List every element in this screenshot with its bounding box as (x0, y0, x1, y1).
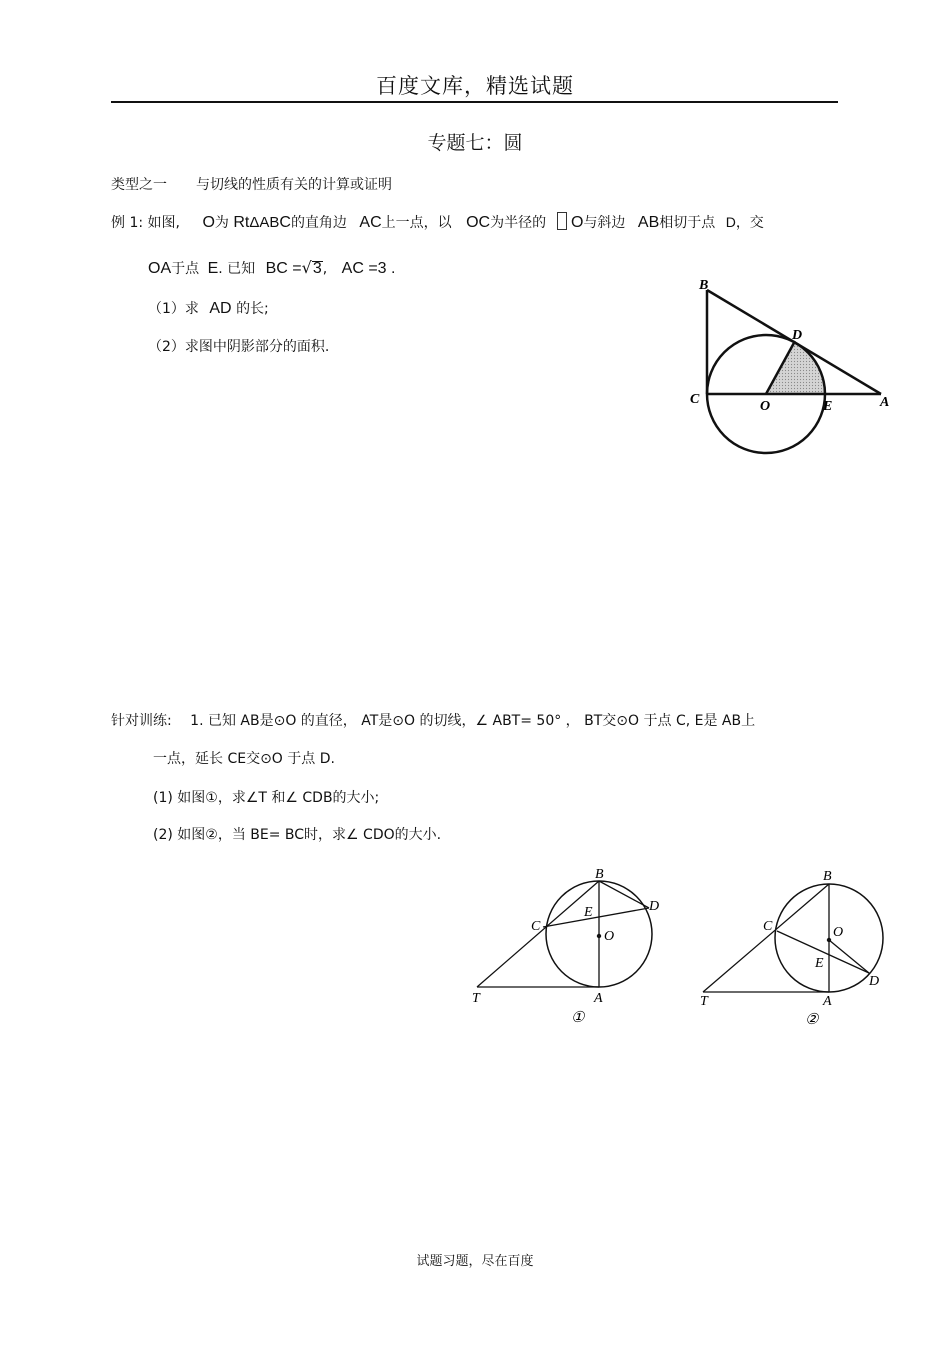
text-p5: 与斜边 (583, 215, 626, 231)
math-ac-eq: AC =3 . (341, 260, 396, 277)
figure-3 (695, 860, 905, 1030)
practice-line-2: 一点，延长 CE交⊙O 于点 D. (153, 751, 335, 767)
example-line-1 (111, 212, 764, 232)
math-triangle: ΔAB (249, 214, 280, 231)
label-o: O (604, 929, 615, 944)
text-p8: 于点 (171, 261, 200, 277)
math-e: E (207, 260, 219, 277)
text-p1: 的直角边 (290, 215, 347, 231)
label-e: E (584, 905, 593, 920)
math-bc: BC = (265, 260, 302, 277)
label-b: B (595, 867, 604, 882)
footer-text: 试题习题，尽在百度 (416, 1254, 534, 1269)
label-e: E (815, 956, 824, 971)
header-rule (111, 101, 838, 103)
caption-1: ① (571, 1010, 585, 1026)
question-2: （2）求图中阴影部分的面积. (148, 339, 330, 355)
math-oc: OC (466, 214, 491, 231)
label-a: A (594, 991, 603, 1006)
section-label: 类型之一 (111, 177, 167, 193)
secant-tb (477, 881, 599, 987)
label-c: C (690, 392, 700, 407)
caption-2: ② (805, 1012, 819, 1028)
label-d: D (792, 328, 803, 343)
text-p3: 为半径的 (490, 215, 547, 231)
math-o: O (202, 214, 215, 231)
radius-od (829, 940, 869, 973)
label-b: B (823, 869, 832, 884)
practice-question-1: (1) 如图①，求∠T 和∠ CDB的大小; (153, 790, 380, 806)
label-t: T (700, 994, 708, 1009)
label-d: D (649, 899, 660, 914)
header-title: 百度文库，精选试题 (376, 74, 574, 98)
math-ad: AD (209, 300, 232, 317)
label-o: O (833, 925, 844, 940)
label-e: E (823, 399, 833, 414)
label-b: B (699, 278, 709, 293)
example-prefix: 例 1: 如图, (111, 215, 180, 231)
secant-tb (703, 884, 829, 992)
text-p2: 上一点，以 (381, 215, 452, 231)
label-c: C (763, 919, 773, 934)
text-p6: 相切于点 (659, 215, 716, 231)
math-o2: O (570, 214, 584, 231)
math-sqrt3: 3 (312, 260, 322, 277)
center-dot (827, 938, 831, 942)
text-comma: , (322, 261, 328, 277)
label-a: A (823, 994, 832, 1009)
math-rt: Rt (233, 214, 250, 231)
text-p9: . 已知 (218, 261, 256, 277)
shaded-sector (766, 341, 825, 394)
math-d: D (725, 214, 736, 230)
math-ab: AB (637, 214, 660, 231)
label-a: A (880, 395, 890, 410)
label-c: C (531, 919, 541, 934)
section-title: 与切线的性质有关的计算或证明 (196, 177, 392, 193)
chord-cd (543, 908, 649, 927)
text-p7: ，交 (735, 215, 764, 231)
topic-title: 专题七：圆 (427, 132, 523, 154)
figure-2 (465, 860, 675, 1030)
word-wei: 为 (214, 215, 229, 231)
practice-label: 针对训练: (111, 713, 172, 729)
missing-glyph-box (557, 212, 567, 230)
math-c: C (279, 214, 291, 231)
question-1: （1）求 AD 的长; (148, 300, 269, 317)
label-t: T (472, 991, 480, 1006)
label-o: O (760, 399, 771, 414)
chord-bd (599, 881, 649, 908)
math-oa: OA (148, 260, 172, 277)
practice-question-2: (2) 如图②，当 BE= BC时，求∠ CDO的大小. (153, 827, 442, 843)
center-dot (597, 934, 601, 938)
practice-line-1: 针对训练: 1. 已知 AB是⊙O 的直径， AT是⊙O 的切线，∠ ABT= 50° ， BT交⊙O 于点 C, E是 AB上 (111, 713, 756, 729)
label-d: D (869, 974, 880, 989)
example-line-2: OA于点 E. 已知 BC =√3, AC =3 . (148, 258, 396, 277)
figure-1 (685, 270, 895, 465)
math-ac: AC (359, 214, 382, 231)
